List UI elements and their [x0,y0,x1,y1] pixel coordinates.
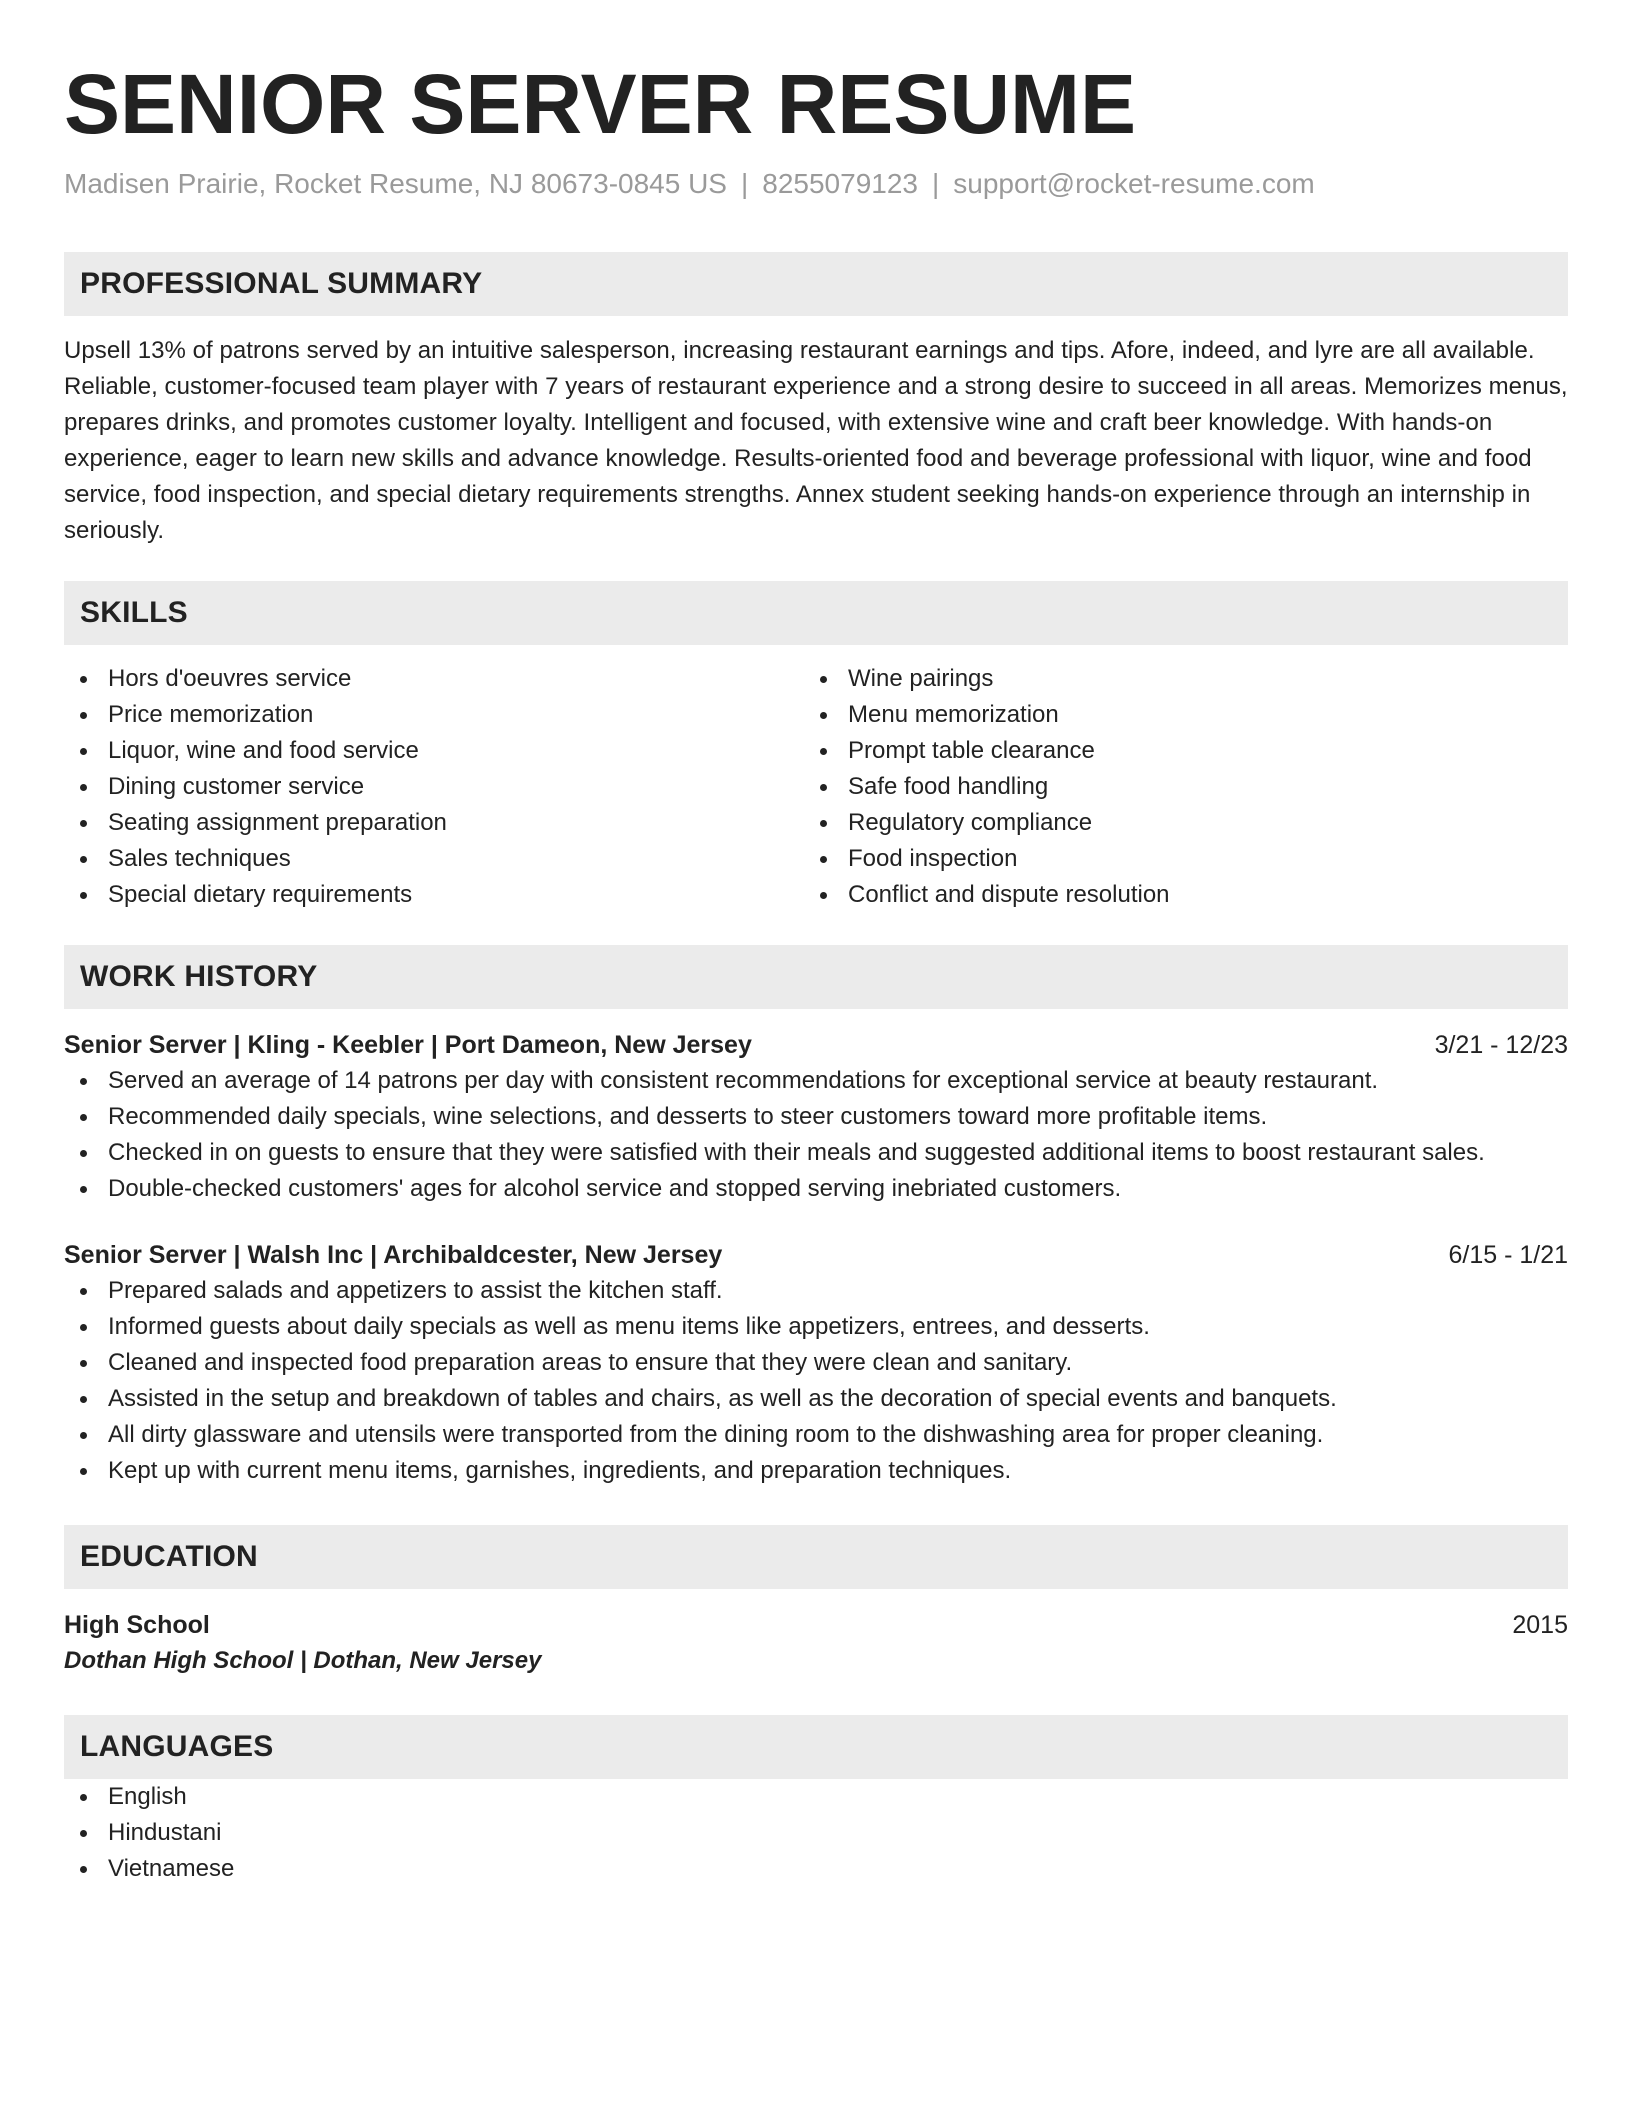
job-bullet: Informed guests about daily specials as well as menu items like appetizers, entrees, and desserts. [64,1309,1568,1345]
job-bullet: Checked in on guests to ensure that they were satisfied with their meals and suggested additional items to boost restaurant sales. [64,1135,1568,1171]
summary-text: Upsell 13% of patrons served by an intuitive salesperson, increasing restaurant earnings and tips. Afore, indeed, and lyre are all available. Reliable, customer-focused team player with 7 years of restaurant experience and a strong desire to succeed in all areas. Memorizes menus, prepares drinks, and promotes customer loyalty. Intelligent and focused, with extensive wine and craft beer knowledge. With hands-on experience, eager to learn new skills and advance knowledge. Results-oriented food and beverage professional with liquor, wine and food service, food inspection, and special dietary requirements strengths. Annex student seeking hands-on experience through an internship in seriously. [64,337,1568,544]
job-header [64,1027,1568,1063]
job-title: Senior Server | Kling - Keebler | Port Dameon, New Jersey [64,1031,752,1059]
contact-line [64,166,1568,202]
skill-item: Price memorization [64,697,804,733]
job-bullet: Prepared salads and appetizers to assist the kitchen staff. [64,1273,1568,1309]
job-bullet: Recommended daily specials, wine selections, and desserts to steer customers toward more profitable items. [64,1099,1568,1135]
skill-item: Conflict and dispute resolution [804,877,1544,913]
skills-list-right [804,661,1544,913]
job-bullet-list [64,1063,1568,1207]
languages-list [64,1779,1568,1887]
section-header-summary: PROFESSIONAL SUMMARY [64,252,1568,316]
skill-item: Regulatory compliance [804,805,1544,841]
skill-item: Safe food handling [804,769,1544,805]
language-item: English [64,1779,1568,1815]
job-bullet: Assisted in the setup and breakdown of tables and chairs, as well as the decoration of special events and banquets. [64,1381,1568,1417]
job-dates: 3/21 - 12/23 [1434,1031,1568,1059]
job-bullet: Cleaned and inspected food preparation areas to ensure that they were clean and sanitary. [64,1345,1568,1381]
job-header [64,1237,1568,1273]
job-bullet: Served an average of 14 patrons per day with consistent recommendations for exceptional service at beauty restaurant. [64,1063,1568,1099]
skill-item: Liquor, wine and food service [64,733,804,769]
skill-item: Sales techniques [64,841,804,877]
skill-item: Special dietary requirements [64,877,804,913]
contact-phone: 8255079123 [762,168,918,199]
skill-item: Seating assignment preparation [64,805,804,841]
contact-separator: | [932,168,940,199]
section-header-languages: LANGUAGES [64,1715,1568,1779]
contact-email: support@rocket-resume.com [953,168,1315,199]
job-title: Senior Server | Walsh Inc | Archibaldcester, New Jersey [64,1241,723,1269]
language-item: Vietnamese [64,1851,1568,1887]
skill-item: Wine pairings [804,661,1544,697]
job-bullet: Kept up with current menu items, garnishes, ingredients, and preparation techniques. [64,1453,1568,1489]
section-header-skills: SKILLS [64,581,1568,645]
education-year: 2015 [1512,1611,1568,1639]
job-bullet: Double-checked customers' ages for alcohol service and stopped serving inebriated customers. [64,1171,1568,1207]
job-bullet: All dirty glassware and utensils were transported from the dining room to the dishwashing area for proper cleaning. [64,1417,1568,1453]
section-header-education: EDUCATION [64,1525,1568,1589]
contact-separator: | [740,168,749,199]
job-dates: 6/15 - 1/21 [1448,1241,1568,1269]
resume-title: SENIOR SERVER RESUME [64,57,1137,151]
education-school: Dothan High School | Dothan, New Jersey [64,1647,542,1674]
language-item: Hindustani [64,1815,1568,1851]
skills-list-left [64,661,804,913]
skill-item: Food inspection [804,841,1544,877]
skill-item: Prompt table clearance [804,733,1544,769]
section-header-work-history: WORK HISTORY [64,945,1568,1009]
job-bullet-list [64,1273,1568,1489]
skill-item: Menu memorization [804,697,1544,733]
contact-address: Madisen Prairie, Rocket Resume, NJ 80673-0845 US [64,168,727,199]
education-degree: High School [64,1611,210,1639]
skill-item: Hors d'oeuvres service [64,661,804,697]
skill-item: Dining customer service [64,769,804,805]
skills-grid [64,661,1568,913]
education-header [64,1607,1568,1643]
